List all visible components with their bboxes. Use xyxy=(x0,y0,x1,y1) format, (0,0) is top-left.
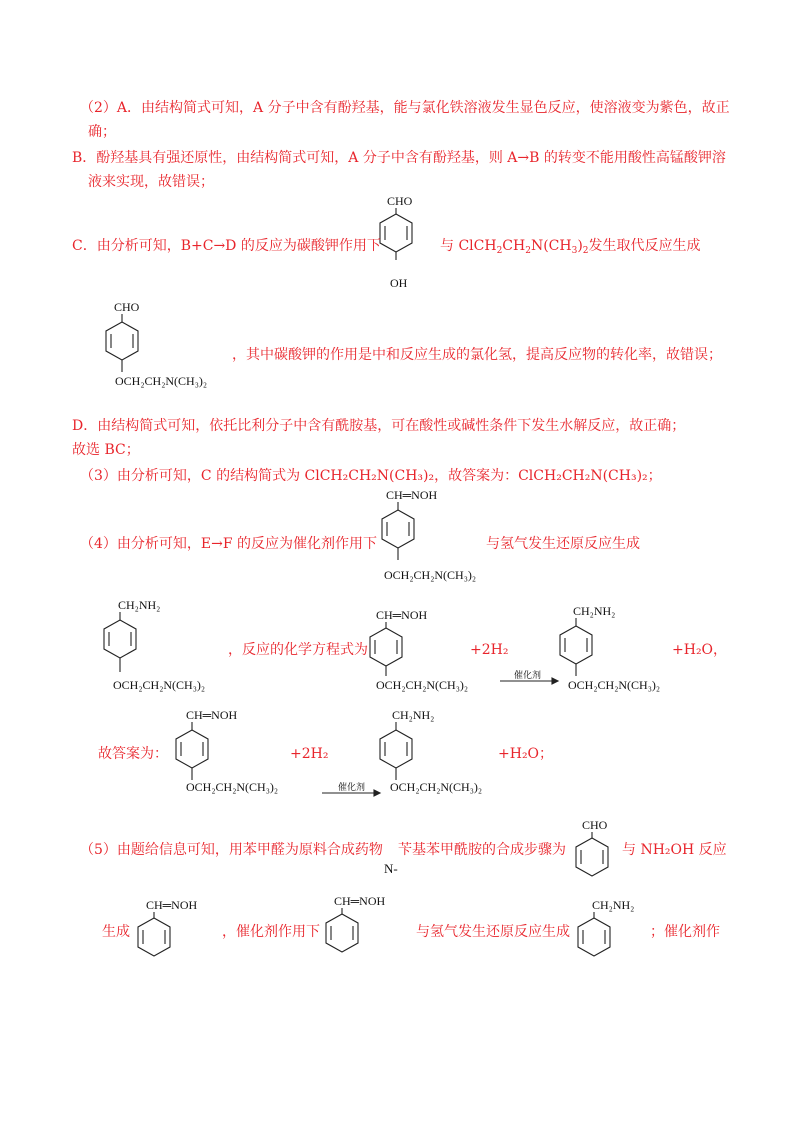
text-2c-line1-post: 与 $ClCH_2CH_2N(CH_3)_2$发生取代反应生成 xyxy=(440,238,701,256)
text-4-pre: （4）由分析可知，E→F 的反应为催化剂作用下 xyxy=(80,536,378,552)
text-5-react: 与 NH₂OH 反应 xyxy=(622,842,727,858)
label-n-dash: N- xyxy=(384,861,398,876)
label-amine-ans: CH₂NH₂ xyxy=(392,708,435,722)
text-2b-line2: 液来实现，故错误； xyxy=(88,174,214,190)
label-ether-d: OCH₂CH₂N(CH₃)₂ xyxy=(115,374,208,388)
benzene-ring-product-d xyxy=(102,314,142,374)
label-oxime-e: CH═NOH xyxy=(386,488,438,502)
benzene-ring-oxime-5b xyxy=(322,908,362,956)
benzene-ring-amine-5 xyxy=(574,912,614,960)
benzene-ring-benzaldehyde xyxy=(572,832,612,880)
benzene-ring-oxime-ans xyxy=(172,722,212,782)
label-amine-eq: CH₂NH₂ xyxy=(573,604,616,618)
label-oxime-eq: CH═NOH xyxy=(376,608,428,622)
benzene-ring-oxime-eq xyxy=(366,622,406,676)
label-ether-ans1: OCH₂CH₂N(CH₃)₂ xyxy=(186,780,279,794)
text-5-pre: （5）由题给信息可知，用苯甲醛为原料合成药物 xyxy=(80,842,383,858)
text-2c-line2: ，其中碳酸钾的作用是中和反应生成的氯化氢，提高反应物的转化率，故错误； xyxy=(232,347,722,363)
text-2d-line1: D．由结构简式可知，依托比利分子中含有酰胺基，可在酸性或碱性条件下发生水解反应，故正确； xyxy=(72,418,686,434)
text-plus-h2o: +H₂O， xyxy=(672,642,728,658)
text-plus-h2: +2H₂ xyxy=(470,642,509,658)
label-cho: CHO xyxy=(387,194,413,208)
text-5-mid: 苄基苯甲酰胺的合成步骤为 xyxy=(398,842,566,858)
label-amine-f: CH₂NH₂ xyxy=(118,598,161,612)
text-4-equation: ，反应的化学方程式为 xyxy=(228,642,368,658)
label-cho-d: CHO xyxy=(114,300,140,314)
text-2d-line2: 故选 BC； xyxy=(72,442,140,458)
label-ether-ans2: OCH₂CH₂N(CH₃)₂ xyxy=(390,780,483,794)
reaction-arrow xyxy=(500,676,562,686)
label-ether-eq1: OCH₂CH₂N(CH₃)₂ xyxy=(376,678,469,692)
benzene-ring-amine-ans xyxy=(376,722,416,782)
benzene-ring-oxime-e xyxy=(378,502,418,562)
label-oxime-5a: CH═NOH xyxy=(146,898,198,912)
text-plus-h2o-ans: +H₂O； xyxy=(498,746,554,762)
text-2a-line2: 确； xyxy=(88,124,116,140)
text-5-gen: 生成 xyxy=(102,924,130,940)
text-5-h2: 与氢气发生还原反应生成 xyxy=(416,924,570,940)
text-5-end: ；催化剂作 xyxy=(650,924,720,940)
label-oxime-5b: CH═NOH xyxy=(334,894,386,908)
benzene-ring-hydroxybenzaldehyde xyxy=(376,208,416,260)
text-2c-line1-pre: C．由分析可知，B+C→D 的反应为碳酸钾作用下 xyxy=(72,238,381,254)
reaction-arrow-ans xyxy=(322,788,384,798)
benzene-ring-amine-eq xyxy=(556,618,596,678)
label-catalyst-ans: 催化剂 xyxy=(338,782,366,792)
label-oxime-ans: CH═NOH xyxy=(186,708,238,722)
label-amine-5: CH₂NH₂ xyxy=(592,898,635,912)
label-oh: OH xyxy=(390,276,408,290)
label-ether-f: OCH₂CH₂N(CH₃)₂ xyxy=(113,678,206,692)
text-answer: 故答案为： xyxy=(98,746,168,762)
text-5-cat: ，催化剂作用下 xyxy=(222,924,320,940)
label-cho-benzaldehyde: CHO xyxy=(582,818,608,832)
text-3: （3）由分析可知，C 的结构简式为 ClCH₂CH₂N(CH₃)₂，故答案为：ClCH₂CH₂N(CH₃)₂； xyxy=(80,468,662,484)
benzene-ring-amine-f xyxy=(100,612,140,674)
text-plus-h2-ans: +2H₂ xyxy=(290,746,329,762)
label-ether-eq2: OCH₂CH₂N(CH₃)₂ xyxy=(568,678,661,692)
text-2b-line1: B．酚羟基具有强还原性，由结构简式可知，A 分子中含有酚羟基，则 A→B 的转变不能用酸性高锰酸钾溶 xyxy=(72,150,726,166)
text-2a-line1: （2）A．由结构简式可知，A 分子中含有酚羟基，能与氯化铁溶液发生显色反应，使溶液变为紫色，故正 xyxy=(80,100,730,116)
text-4-post: 与氢气发生还原反应生成 xyxy=(486,536,640,552)
label-ether-e: OCH₂CH₂N(CH₃)₂ xyxy=(384,568,477,582)
label-catalyst: 催化剂 xyxy=(514,670,542,680)
benzene-ring-oxime-5a xyxy=(134,912,174,960)
